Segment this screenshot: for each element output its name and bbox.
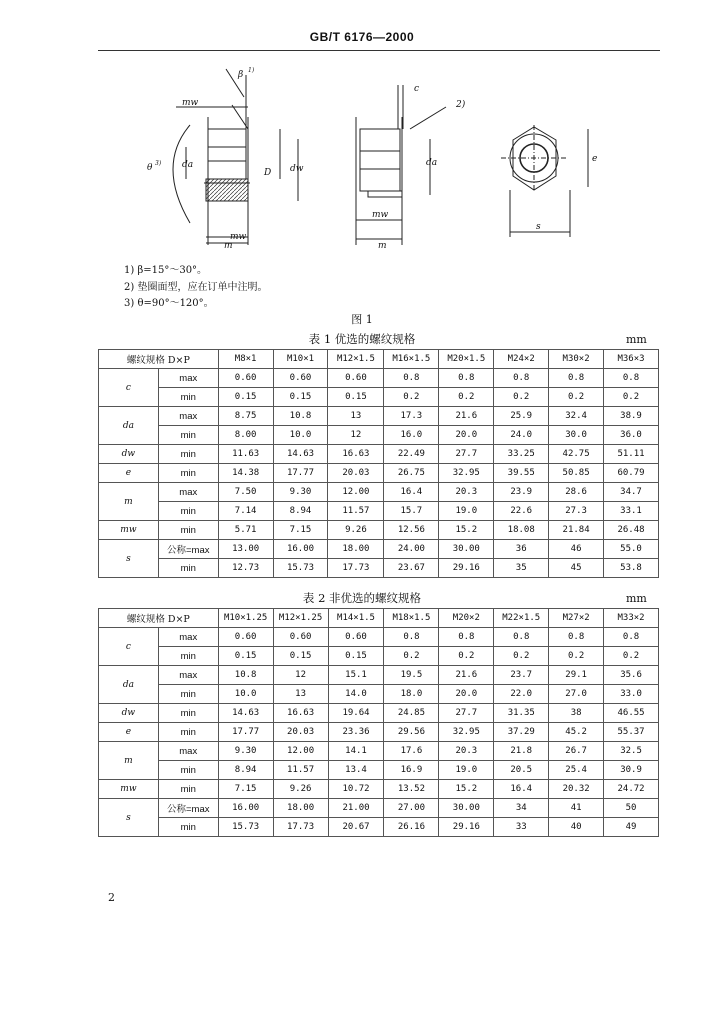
value-cell: 15.7 (384, 502, 439, 521)
condition-cell: min (158, 464, 218, 483)
value-cell: 20.03 (273, 723, 328, 742)
value-cell: 21.00 (328, 799, 384, 818)
table-row (99, 369, 659, 388)
value-cell: 21.8 (494, 742, 549, 761)
column-header: M10×1 (273, 350, 328, 369)
value-cell: 35.6 (604, 666, 659, 685)
value-cell: 19.0 (439, 502, 494, 521)
value-cell: 20.0 (439, 426, 494, 445)
page-number: 2 (108, 891, 115, 904)
value-cell: 0.2 (494, 647, 549, 666)
value-cell: 0.60 (273, 369, 328, 388)
value-cell: 19.0 (439, 761, 494, 780)
column-header: M20×1.5 (439, 350, 494, 369)
value-cell: 39.55 (494, 464, 549, 483)
param-cell: dw (99, 704, 159, 723)
value-cell: 30.9 (604, 761, 659, 780)
figure-1-drawing (98, 55, 660, 265)
param-cell: mw (99, 780, 159, 799)
value-cell: 20.32 (549, 780, 604, 799)
value-cell: 33.0 (604, 685, 659, 704)
value-cell: 24.00 (384, 540, 439, 559)
figure-caption: 图 1 (351, 313, 373, 326)
value-cell: 27.00 (384, 799, 439, 818)
condition-cell: min (158, 388, 218, 407)
column-header: M18×1.5 (384, 609, 439, 628)
value-cell: 0.8 (384, 369, 439, 388)
value-cell: 0.15 (273, 388, 328, 407)
param-cell: e (99, 464, 159, 483)
table-1-unit: mm (626, 333, 647, 346)
value-cell: 12.73 (218, 559, 273, 578)
value-cell: 14.63 (218, 704, 273, 723)
value-cell: 26.48 (604, 521, 659, 540)
value-cell: 25.9 (494, 407, 549, 426)
value-cell: 16.00 (218, 799, 273, 818)
value-cell: 13 (328, 407, 384, 426)
value-cell: 23.36 (328, 723, 384, 742)
value-cell: 29.1 (549, 666, 604, 685)
value-cell: 15.1 (328, 666, 384, 685)
value-cell: 12 (328, 426, 384, 445)
label-beta-note: 1) (248, 67, 255, 74)
label-c: c (414, 84, 420, 94)
value-cell: 0.2 (494, 388, 549, 407)
value-cell: 22.0 (494, 685, 549, 704)
value-cell: 30.00 (439, 799, 494, 818)
label-mw-2: mw (230, 232, 247, 242)
value-cell: 29.56 (384, 723, 439, 742)
washer-face (206, 179, 248, 201)
table-row (99, 502, 659, 521)
value-cell: 20.03 (328, 464, 384, 483)
value-cell: 0.8 (549, 369, 604, 388)
value-cell: 46.55 (604, 704, 659, 723)
param-cell: da (99, 666, 159, 704)
param-cell: dw (99, 445, 159, 464)
table-row (99, 559, 659, 578)
table-row (99, 818, 659, 837)
value-cell: 0.8 (494, 369, 549, 388)
table-row (99, 540, 659, 559)
value-cell: 31.35 (494, 704, 549, 723)
column-header: M33×2 (604, 609, 659, 628)
label-da-2: da (426, 158, 438, 168)
value-cell: 8.94 (218, 761, 273, 780)
value-cell: 7.50 (218, 483, 273, 502)
value-cell: 11.63 (218, 445, 273, 464)
nut-body-front (360, 129, 400, 191)
value-cell: 17.73 (328, 559, 384, 578)
value-cell: 8.75 (218, 407, 273, 426)
value-cell: 16.4 (494, 780, 549, 799)
value-cell: 17.73 (273, 818, 328, 837)
value-cell: 45.2 (549, 723, 604, 742)
value-cell: 0.2 (604, 388, 659, 407)
condition-cell: max (158, 742, 218, 761)
condition-cell: min (158, 723, 218, 742)
value-cell: 10.0 (218, 685, 273, 704)
value-cell: 38.9 (604, 407, 659, 426)
value-cell: 33.1 (604, 502, 659, 521)
value-cell: 0.2 (439, 647, 494, 666)
value-cell: 33.25 (494, 445, 549, 464)
column-header: M22×1.5 (494, 609, 549, 628)
value-cell: 0.15 (328, 388, 384, 407)
value-cell: 21.84 (549, 521, 604, 540)
header-rule (98, 50, 660, 51)
table-row (99, 666, 659, 685)
column-header: M12×1.5 (328, 350, 384, 369)
table-header-row (99, 609, 659, 628)
condition-cell: min (158, 647, 218, 666)
value-cell: 14.0 (328, 685, 384, 704)
value-cell: 7.14 (218, 502, 273, 521)
param-cell: s (99, 799, 159, 837)
value-cell: 34.7 (604, 483, 659, 502)
label-dw: dw (290, 164, 304, 174)
condition-cell: min (158, 521, 218, 540)
param-cell: s (99, 540, 159, 578)
value-cell: 24.72 (604, 780, 659, 799)
column-header: M10×1.25 (218, 609, 273, 628)
value-cell: 26.75 (384, 464, 439, 483)
label-e: e (592, 154, 598, 164)
value-cell: 36 (494, 540, 549, 559)
value-cell: 46 (549, 540, 604, 559)
value-cell: 55.37 (604, 723, 659, 742)
table-row (99, 742, 659, 761)
column-header: M14×1.5 (328, 609, 384, 628)
value-cell: 19.5 (384, 666, 439, 685)
page-header: GB/T 6176—2000 (309, 30, 415, 44)
condition-cell: min (158, 426, 218, 445)
value-cell: 32.5 (604, 742, 659, 761)
condition-cell: max (158, 666, 218, 685)
value-cell: 17.77 (273, 464, 328, 483)
condition-cell: min (158, 780, 218, 799)
condition-cell: min (158, 445, 218, 464)
value-cell: 22.49 (384, 445, 439, 464)
value-cell: 12.00 (273, 742, 328, 761)
value-cell: 0.8 (604, 369, 659, 388)
table-row (99, 521, 659, 540)
condition-cell: min (158, 818, 218, 837)
value-cell: 35 (494, 559, 549, 578)
header-thread-spec: 螺纹规格 D×P (99, 609, 219, 628)
value-cell: 37.29 (494, 723, 549, 742)
value-cell: 13.00 (218, 540, 273, 559)
value-cell: 14.63 (273, 445, 328, 464)
value-cell: 29.16 (439, 818, 494, 837)
value-cell: 15.73 (273, 559, 328, 578)
value-cell: 34 (494, 799, 549, 818)
label-da-1: da (182, 160, 194, 170)
value-cell: 23.67 (384, 559, 439, 578)
value-cell: 0.60 (218, 628, 273, 647)
value-cell: 32.4 (549, 407, 604, 426)
value-cell: 11.57 (273, 761, 328, 780)
condition-cell: min (158, 761, 218, 780)
column-header: M8×1 (218, 350, 273, 369)
condition-cell: max (158, 483, 218, 502)
value-cell: 10.8 (218, 666, 273, 685)
value-cell: 50.85 (549, 464, 604, 483)
value-cell: 16.63 (273, 704, 328, 723)
value-cell: 23.9 (494, 483, 549, 502)
value-cell: 17.3 (384, 407, 439, 426)
value-cell: 26.7 (549, 742, 604, 761)
condition-cell: max (158, 369, 218, 388)
value-cell: 14.1 (328, 742, 384, 761)
table-row (99, 780, 659, 799)
value-cell: 42.75 (549, 445, 604, 464)
value-cell: 0.15 (218, 388, 273, 407)
condition-cell: 公称=max (158, 799, 218, 818)
label-note2: 2) (456, 100, 466, 110)
value-cell: 29.16 (439, 559, 494, 578)
column-header: M16×1.5 (384, 350, 439, 369)
column-header: M27×2 (549, 609, 604, 628)
label-m-2: m (378, 241, 387, 251)
condition-cell: 公称=max (158, 540, 218, 559)
value-cell: 0.15 (328, 647, 384, 666)
value-cell: 5.71 (218, 521, 273, 540)
table-row (99, 799, 659, 818)
value-cell: 8.94 (273, 502, 328, 521)
value-cell: 21.6 (439, 666, 494, 685)
value-cell: 16.63 (328, 445, 384, 464)
value-cell: 20.3 (439, 742, 494, 761)
param-cell: m (99, 742, 159, 780)
value-cell: 13.4 (328, 761, 384, 780)
value-cell: 38 (549, 704, 604, 723)
table-row (99, 628, 659, 647)
value-cell: 20.67 (328, 818, 384, 837)
value-cell: 40 (549, 818, 604, 837)
table-1 (98, 349, 659, 578)
value-cell: 20.3 (439, 483, 494, 502)
value-cell: 51.11 (604, 445, 659, 464)
value-cell: 13.52 (384, 780, 439, 799)
value-cell: 22.6 (494, 502, 549, 521)
value-cell: 14.38 (218, 464, 273, 483)
value-cell: 0.60 (328, 628, 384, 647)
value-cell: 0.2 (439, 388, 494, 407)
value-cell: 15.2 (439, 780, 494, 799)
table-2 (98, 608, 659, 837)
param-cell: c (99, 628, 159, 666)
value-cell: 0.8 (604, 628, 659, 647)
column-header: M12×1.25 (273, 609, 328, 628)
label-theta: θ (147, 163, 153, 173)
param-cell: e (99, 723, 159, 742)
value-cell: 27.7 (439, 704, 494, 723)
value-cell: 10.8 (273, 407, 328, 426)
value-cell: 50 (604, 799, 659, 818)
value-cell: 8.00 (218, 426, 273, 445)
value-cell: 15.2 (439, 521, 494, 540)
table-1-caption: 表 1 优选的螺纹规格 (308, 332, 416, 346)
table-row (99, 704, 659, 723)
value-cell: 27.3 (549, 502, 604, 521)
value-cell: 0.2 (384, 388, 439, 407)
value-cell: 36.0 (604, 426, 659, 445)
value-cell: 0.8 (549, 628, 604, 647)
column-header: M20×2 (439, 609, 494, 628)
label-mw-1: mw (182, 98, 199, 108)
value-cell: 0.2 (604, 647, 659, 666)
param-cell: c (99, 369, 159, 407)
value-cell: 28.6 (549, 483, 604, 502)
figure-note-1: 1) β=15°～30°。 (124, 265, 208, 276)
value-cell: 26.16 (384, 818, 439, 837)
value-cell: 9.30 (218, 742, 273, 761)
label-D: D (264, 168, 272, 178)
value-cell: 18.00 (273, 799, 328, 818)
value-cell: 0.15 (273, 647, 328, 666)
label-m-1: m (224, 241, 233, 251)
value-cell: 9.26 (328, 521, 384, 540)
value-cell: 16.0 (384, 426, 439, 445)
value-cell: 21.6 (439, 407, 494, 426)
value-cell: 32.95 (439, 464, 494, 483)
nut-body-side (208, 129, 246, 179)
value-cell: 24.85 (384, 704, 439, 723)
value-cell: 20.5 (494, 761, 549, 780)
table-row (99, 761, 659, 780)
value-cell: 27.0 (549, 685, 604, 704)
table-row (99, 685, 659, 704)
value-cell: 12.56 (384, 521, 439, 540)
table-row (99, 723, 659, 742)
value-cell: 18.08 (494, 521, 549, 540)
value-cell: 19.64 (328, 704, 384, 723)
table-header-row (99, 350, 659, 369)
value-cell: 49 (604, 818, 659, 837)
value-cell: 27.7 (439, 445, 494, 464)
value-cell: 0.15 (218, 647, 273, 666)
value-cell: 24.0 (494, 426, 549, 445)
value-cell: 45 (549, 559, 604, 578)
condition-cell: min (158, 704, 218, 723)
value-cell: 9.26 (273, 780, 328, 799)
table-row (99, 483, 659, 502)
value-cell: 0.60 (273, 628, 328, 647)
value-cell: 0.60 (328, 369, 384, 388)
value-cell: 41 (549, 799, 604, 818)
value-cell: 23.7 (494, 666, 549, 685)
table-row (99, 464, 659, 483)
condition-cell: max (158, 628, 218, 647)
param-cell: m (99, 483, 159, 521)
value-cell: 18.00 (328, 540, 384, 559)
value-cell: 7.15 (273, 521, 328, 540)
value-cell: 11.57 (328, 502, 384, 521)
table-row (99, 426, 659, 445)
value-cell: 25.4 (549, 761, 604, 780)
table-row (99, 407, 659, 426)
value-cell: 0.2 (549, 647, 604, 666)
header-thread-spec: 螺纹规格 D×P (99, 350, 219, 369)
param-cell: da (99, 407, 159, 445)
value-cell: 33 (494, 818, 549, 837)
param-cell: mw (99, 521, 159, 540)
value-cell: 17.77 (218, 723, 273, 742)
label-mw-3: mw (372, 210, 389, 220)
value-cell: 32.95 (439, 723, 494, 742)
table-2-unit: mm (626, 592, 647, 605)
figure-note-3: 3) θ=90°～120°。 (124, 298, 214, 309)
value-cell: 30.0 (549, 426, 604, 445)
table-row (99, 647, 659, 666)
value-cell: 12.00 (328, 483, 384, 502)
value-cell: 9.30 (273, 483, 328, 502)
condition-cell: min (158, 685, 218, 704)
table-row (99, 445, 659, 464)
value-cell: 0.8 (439, 369, 494, 388)
condition-cell: min (158, 502, 218, 521)
value-cell: 0.2 (384, 647, 439, 666)
value-cell: 16.9 (384, 761, 439, 780)
value-cell: 0.2 (549, 388, 604, 407)
condition-cell: max (158, 407, 218, 426)
value-cell: 16.00 (273, 540, 328, 559)
value-cell: 53.8 (604, 559, 659, 578)
value-cell: 13 (273, 685, 328, 704)
table-row (99, 388, 659, 407)
value-cell: 18.0 (384, 685, 439, 704)
value-cell: 0.8 (494, 628, 549, 647)
figure-note-2: 2) 垫圈面型，应在订单中注明。 (124, 282, 268, 293)
value-cell: 0.8 (439, 628, 494, 647)
value-cell: 17.6 (384, 742, 439, 761)
label-beta: β (238, 70, 244, 80)
value-cell: 60.79 (604, 464, 659, 483)
value-cell: 16.4 (384, 483, 439, 502)
column-header: M36×3 (604, 350, 659, 369)
column-header: M30×2 (549, 350, 604, 369)
condition-cell: min (158, 559, 218, 578)
value-cell: 7.15 (218, 780, 273, 799)
value-cell: 0.60 (218, 369, 273, 388)
value-cell: 12 (273, 666, 328, 685)
label-theta-note: 3) (155, 160, 162, 167)
value-cell: 55.0 (604, 540, 659, 559)
column-header: M24×2 (494, 350, 549, 369)
value-cell: 0.8 (384, 628, 439, 647)
value-cell: 10.72 (328, 780, 384, 799)
value-cell: 30.00 (439, 540, 494, 559)
value-cell: 15.73 (218, 818, 273, 837)
label-s: s (536, 222, 541, 232)
value-cell: 20.0 (439, 685, 494, 704)
value-cell: 10.0 (273, 426, 328, 445)
table-2-caption: 表 2 非优选的螺纹规格 (302, 591, 422, 605)
